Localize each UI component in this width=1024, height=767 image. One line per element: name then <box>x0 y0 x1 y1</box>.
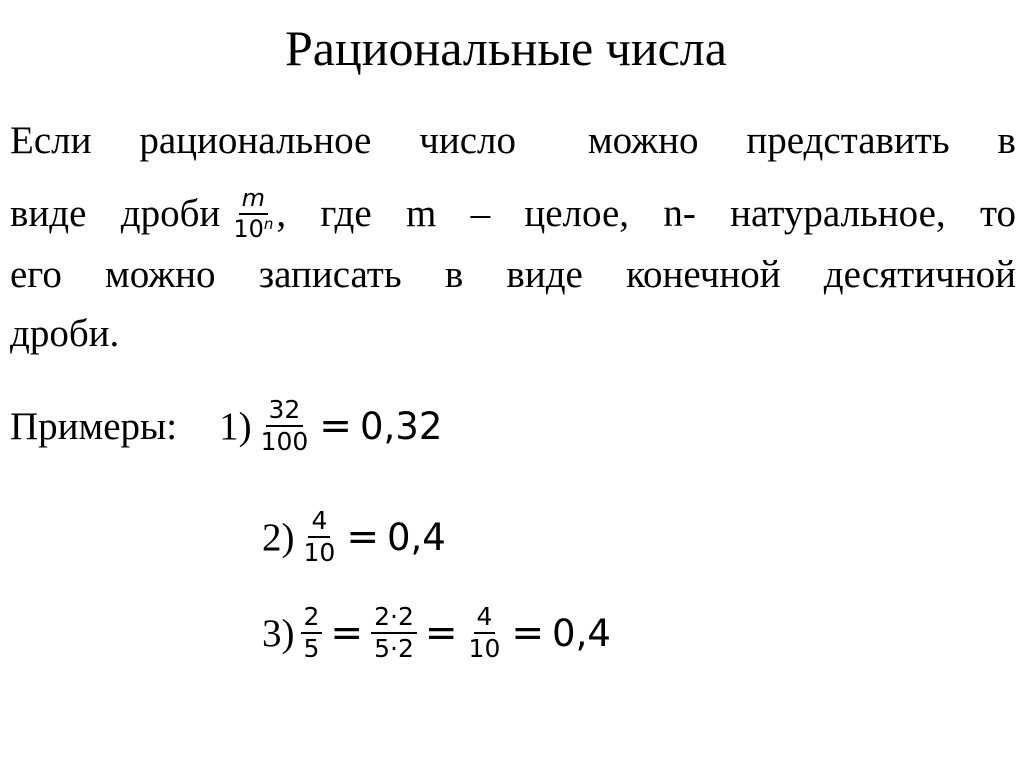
examples-label: Примеры: <box>10 404 178 448</box>
word: в <box>444 253 464 296</box>
word: десятичной <box>823 253 1016 296</box>
word: виде <box>506 253 583 296</box>
fraction-4-over-10 <box>466 604 504 663</box>
word: конечной <box>626 253 781 296</box>
equals-sign: = <box>424 610 458 656</box>
word: можно <box>105 253 216 296</box>
word: Если <box>10 119 92 162</box>
word: число <box>419 119 517 162</box>
paragraph-line-2 <box>10 186 1016 242</box>
comma: , <box>276 192 287 236</box>
fraction-numerator: 4 <box>308 508 330 538</box>
example-result: 0,32 <box>359 404 443 448</box>
word: натуральное, <box>730 192 946 236</box>
fraction-denominator: 5 <box>303 634 320 664</box>
fraction-2-over-5 <box>301 604 323 663</box>
denominator-exponent: n <box>263 215 274 234</box>
fraction-numerator: 2·2 <box>371 604 417 634</box>
fraction-2x2-over-5x2 <box>371 604 417 663</box>
fraction-denominator <box>230 215 276 242</box>
fraction-denominator: 5·2 <box>374 634 414 664</box>
fraction-denominator: 100 <box>260 427 309 457</box>
fraction-numerator: 2 <box>301 604 323 634</box>
word: – <box>470 192 491 236</box>
word: m <box>405 192 437 236</box>
fraction-phrase <box>121 186 286 242</box>
word: виде <box>10 192 87 236</box>
word: в <box>997 119 1016 162</box>
example-index: 3) <box>262 611 295 655</box>
example-index: 1) <box>219 404 252 448</box>
equals-sign: = <box>511 610 545 656</box>
fraction-m-over-10n <box>230 186 276 242</box>
fraction-4-over-10 <box>301 508 339 567</box>
equals-sign: = <box>319 403 352 449</box>
fraction-32-over-100 <box>258 397 312 456</box>
fraction-denominator: 10 <box>303 538 336 568</box>
word: его <box>10 253 62 296</box>
example-1 <box>10 397 442 456</box>
word: рациональное <box>139 119 372 162</box>
fraction-numerator: 4 <box>474 604 496 634</box>
word: то <box>979 192 1016 236</box>
fraction-numerator: 32 <box>266 397 304 427</box>
example-2 <box>262 508 446 567</box>
example-3 <box>262 604 611 663</box>
paragraph-line-4: дроби. <box>10 312 120 355</box>
word: записать <box>258 253 402 296</box>
denominator-base: 10 <box>233 215 264 244</box>
example-result: 0,4 <box>387 515 446 559</box>
word: целое, <box>524 192 630 236</box>
word: где <box>320 192 372 236</box>
equals-sign: = <box>346 514 379 560</box>
word: представить <box>746 119 950 162</box>
word: можно <box>587 119 699 162</box>
equals-sign: = <box>330 610 364 656</box>
fraction-denominator: 10 <box>468 634 501 664</box>
fraction-numerator: m <box>239 186 268 215</box>
paragraph-line-3 <box>10 252 1016 298</box>
example-index: 2) <box>262 515 295 559</box>
example-result: 0,4 <box>552 611 611 655</box>
page-title: Рациональные числа <box>285 20 727 76</box>
paragraph-line-1 <box>10 118 1016 164</box>
word: дроби <box>120 192 221 236</box>
word: n- <box>663 192 696 236</box>
